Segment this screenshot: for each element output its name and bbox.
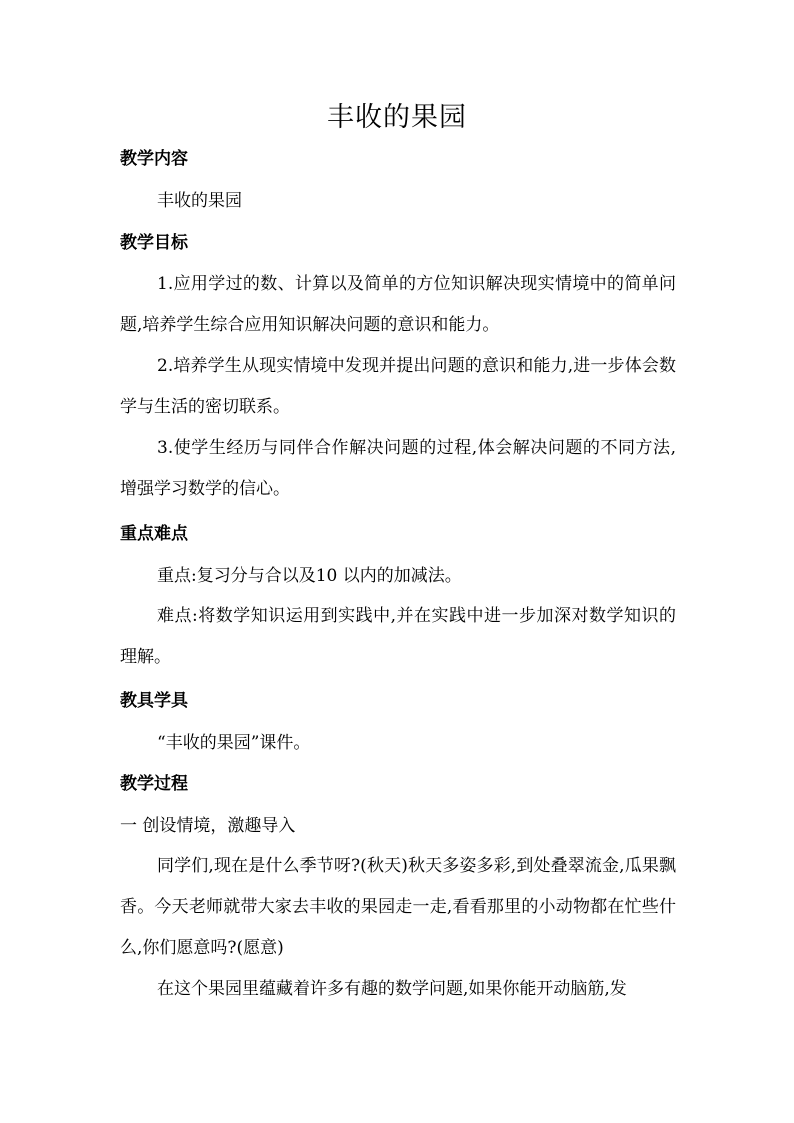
- document-title: 丰收的果园: [327, 102, 467, 133]
- process-paragraph-1: 同学们,现在是什么季节呀?(秋天)秋天多姿多彩,到处叠翠流金,瓜果飘香。今天老师就带大家去丰收的果园走一走,看看那里的小动物都在忙些什么,你们愿意吗?(愿意): [120, 856, 676, 958]
- heading-key-points: 重点难点: [120, 524, 188, 544]
- heading-materials: 教具学具: [120, 691, 188, 711]
- goal-item-1: 1.应用学过的数、计算以及简单的方位知识解决现实情境中的简单问题,培养学生综合应用知识解决问题的意识和能力。: [120, 274, 676, 335]
- goal-item-3: 3.使学生经历与同伴合作解决问题的过程,体会解决问题的不同方法,增强学习数学的信心。: [120, 438, 676, 499]
- teaching-content-text: 丰收的果园: [157, 191, 242, 211]
- goal-item-2: 2.培养学生从现实情境中发现并提出问题的意识和能力,进一步体会数学与生活的密切联系。: [120, 356, 676, 417]
- heading-teaching-content: 教学内容: [120, 149, 188, 169]
- key-point-focus: 重点:复习分与合以及10 以内的加减法。: [157, 566, 462, 586]
- heading-teaching-process: 教学过程: [120, 774, 188, 794]
- process-paragraph-2: 在这个果园里蕴藏着许多有趣的数学问题,如果你能开动脑筋,发: [157, 979, 627, 999]
- key-point-difficulty: 难点:将数学知识运用到实践中,并在实践中进一步加深对数学知识的理解。: [120, 606, 676, 667]
- materials-text: “丰收的果园”课件。: [157, 733, 311, 753]
- heading-teaching-goals: 教学目标: [120, 233, 188, 253]
- process-subheading: 一 创设情境，激趣导入: [120, 816, 296, 836]
